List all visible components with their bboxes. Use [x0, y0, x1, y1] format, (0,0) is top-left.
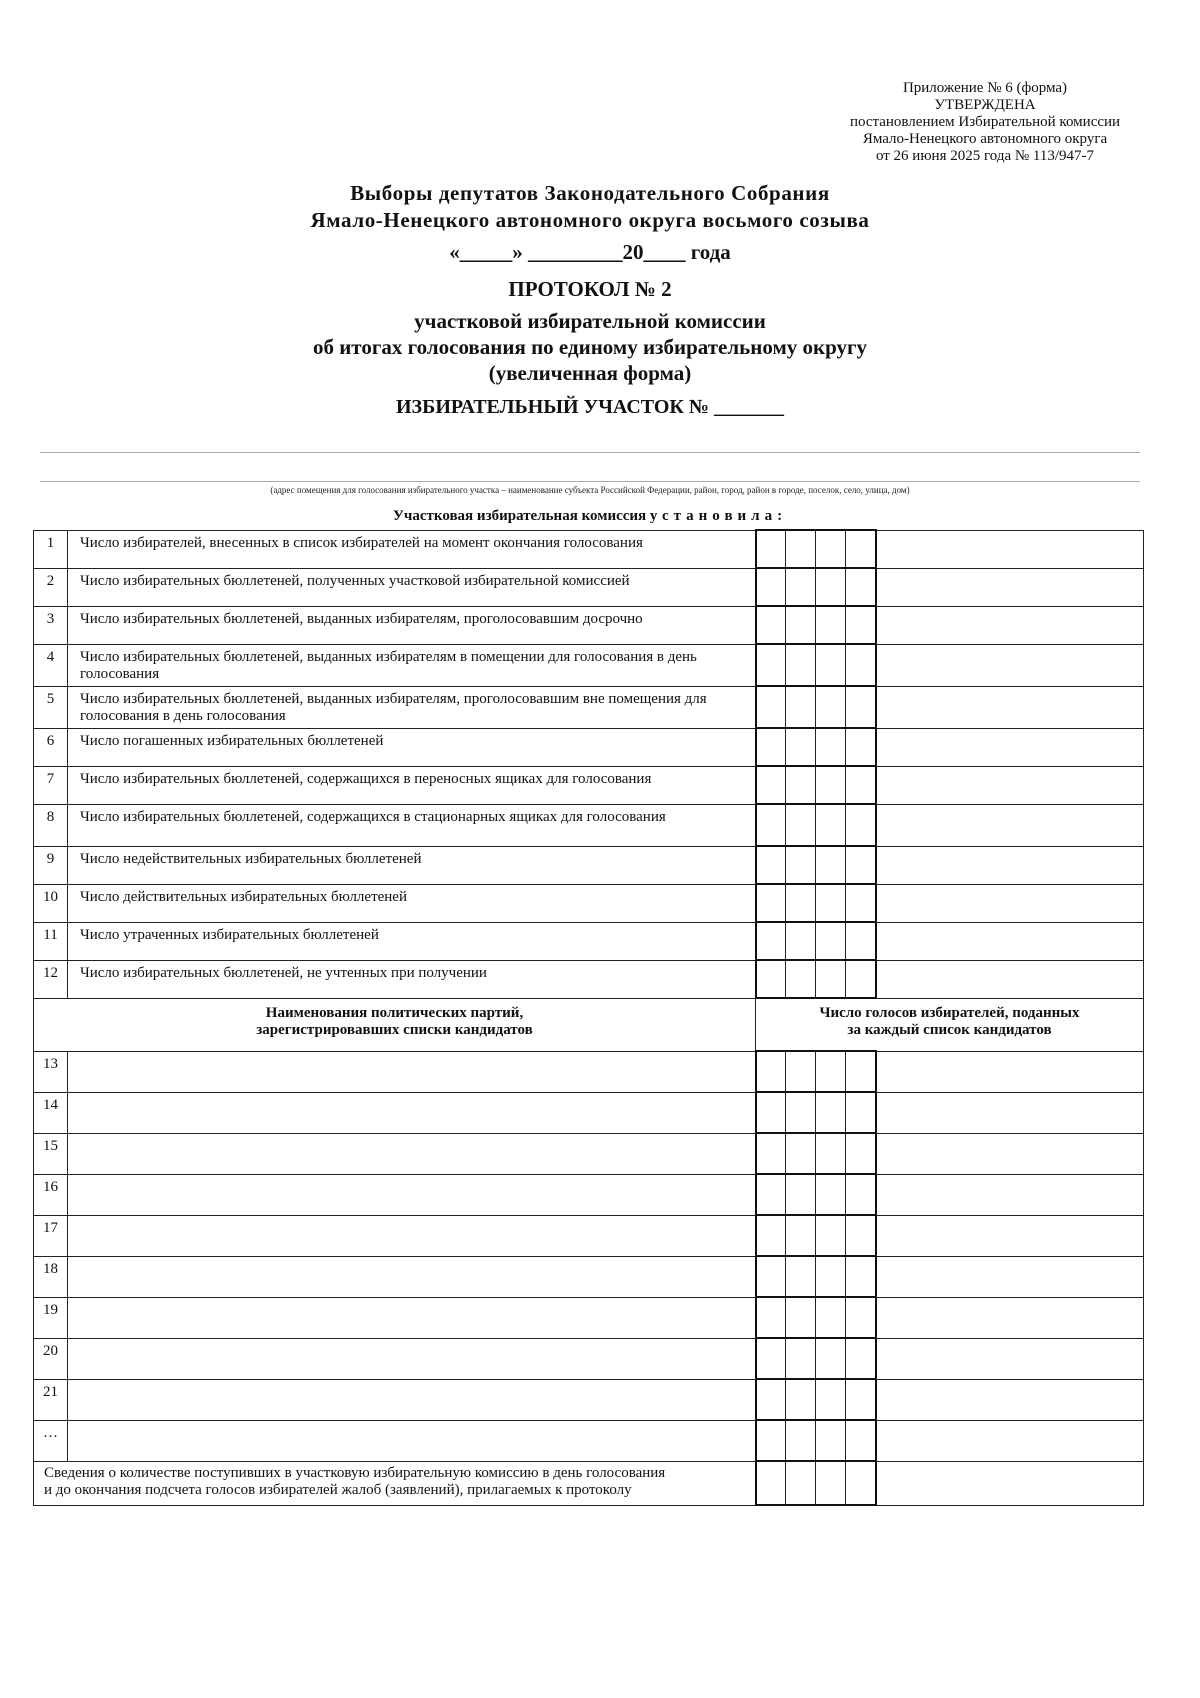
complaints-row — [34, 1461, 1144, 1505]
digit-cell[interactable] — [786, 606, 816, 644]
complaints-label — [34, 1461, 756, 1505]
digit-cell[interactable] — [756, 644, 786, 686]
digit-cell[interactable] — [786, 1297, 816, 1338]
votes-header-line: за каждый список кандидатов — [847, 1022, 1052, 1038]
commission-established — [300, 507, 880, 525]
row-number: 6 — [34, 728, 68, 766]
row-number: 8 — [34, 804, 68, 846]
row-number: 5 — [34, 686, 68, 728]
digit-cell[interactable] — [786, 644, 816, 686]
digit-cell[interactable] — [846, 1133, 876, 1174]
approval-stamp — [810, 80, 1160, 165]
digit-cell[interactable] — [756, 1215, 786, 1256]
approval-line: Ямало-Ненецкого автономного округа — [862, 131, 1108, 147]
words-cell[interactable] — [876, 1297, 1144, 1338]
digit-cell[interactable] — [816, 804, 846, 846]
words-cell[interactable] — [876, 846, 1144, 884]
words-cell[interactable] — [876, 1338, 1144, 1379]
row-number: 19 — [34, 1297, 68, 1338]
digit-cell[interactable] — [846, 766, 876, 804]
digit-cell[interactable] — [846, 960, 876, 998]
approval-line: УТВЕРЖДЕНА — [934, 97, 1036, 113]
row-description: Число избирательных бюллетеней, выданных избирателям, проголосовавшим досрочно — [68, 606, 756, 644]
digit-cell[interactable] — [846, 804, 876, 846]
party-row — [34, 1420, 1144, 1461]
digit-cell[interactable] — [756, 846, 786, 884]
digit-cell[interactable] — [846, 606, 876, 644]
row-number: 11 — [34, 922, 68, 960]
protocol-subtitle-line: участковой избирательной комиссии — [414, 309, 766, 333]
digit-cell[interactable] — [756, 1379, 786, 1420]
digit-cell[interactable] — [756, 1297, 786, 1338]
digit-cell[interactable] — [816, 686, 846, 728]
digit-cell[interactable] — [786, 846, 816, 884]
party-name-header-line: зарегистрировавших списки кандидатов — [256, 1021, 533, 1038]
protocol-row — [34, 530, 1144, 568]
words-cell[interactable] — [876, 1133, 1144, 1174]
digit-cell[interactable] — [786, 1051, 816, 1092]
digit-cell[interactable] — [786, 1092, 816, 1133]
digit-cell[interactable] — [756, 804, 786, 846]
digit-cell[interactable] — [756, 606, 786, 644]
protocol-title: ПРОТОКОЛ № 2 — [508, 277, 672, 301]
digit-cell[interactable] — [846, 568, 876, 606]
row-description: Число погашенных избирательных бюллетеней — [68, 728, 756, 766]
row-number: 2 — [34, 568, 68, 606]
digit-cell[interactable] — [786, 884, 816, 922]
digit-cell[interactable] — [816, 766, 846, 804]
digit-cell[interactable] — [816, 1256, 846, 1297]
words-cell[interactable] — [876, 530, 1144, 568]
row-description: Число избирательных бюллетеней, выданных избирателям в помещении для голосования в день голосования — [68, 644, 756, 686]
words-cell[interactable] — [876, 1051, 1144, 1092]
row-number: 10 — [34, 884, 68, 922]
digit-cell[interactable] — [816, 1461, 846, 1505]
protocol-row — [34, 960, 1144, 998]
digit-cell[interactable] — [846, 1092, 876, 1133]
digit-cell[interactable] — [846, 1461, 876, 1505]
precinct-number: ИЗБИРАТЕЛЬНЫЙ УЧАСТОК № _______ — [395, 396, 784, 418]
words-cell[interactable] — [876, 1379, 1144, 1420]
digit-cell[interactable] — [786, 804, 816, 846]
words-cell[interactable] — [876, 606, 1144, 644]
row-number: 21 — [34, 1379, 68, 1420]
party-row — [34, 1133, 1144, 1174]
digit-cell[interactable] — [756, 766, 786, 804]
protocol-row — [34, 606, 1144, 644]
party-row — [34, 1051, 1144, 1092]
digit-cell[interactable] — [816, 1379, 846, 1420]
party-row — [34, 1338, 1144, 1379]
digit-cell[interactable] — [816, 530, 846, 568]
digit-cell[interactable] — [816, 1338, 846, 1379]
digit-cell[interactable] — [846, 1338, 876, 1379]
digit-cell[interactable] — [756, 1256, 786, 1297]
digit-cell[interactable] — [816, 644, 846, 686]
protocol-row — [34, 644, 1144, 686]
protocol-row — [34, 884, 1144, 922]
protocol-subtitle-line: (увеличенная форма) — [488, 361, 692, 385]
words-cell[interactable] — [876, 568, 1144, 606]
protocol-subtitle — [130, 308, 1050, 386]
votes-header — [756, 998, 1144, 1051]
protocol-row — [34, 686, 1144, 728]
votes-header-line: Число голосов избирателей, поданных — [819, 1005, 1080, 1021]
party-row — [34, 1256, 1144, 1297]
digit-cell[interactable] — [786, 686, 816, 728]
protocol-row — [34, 766, 1144, 804]
party-name-cell[interactable] — [68, 1133, 756, 1174]
digit-cell[interactable] — [846, 922, 876, 960]
digit-cell[interactable] — [816, 884, 846, 922]
party-name-cell[interactable] — [68, 1215, 756, 1256]
row-number: 12 — [34, 960, 68, 998]
digit-cell[interactable] — [846, 728, 876, 766]
digit-cell[interactable] — [846, 530, 876, 568]
established-prefix: Участковая избирательная комиссия — [392, 508, 647, 524]
protocol-row — [34, 922, 1144, 960]
row-description: Число избирателей, внесенных в список избирателей на момент окончания голосования — [68, 530, 756, 568]
row-number: 17 — [34, 1215, 68, 1256]
row-number: 15 — [34, 1133, 68, 1174]
row-number: 4 — [34, 644, 68, 686]
party-row — [34, 1297, 1144, 1338]
digit-cell[interactable] — [816, 846, 846, 884]
party-name-cell[interactable] — [68, 1338, 756, 1379]
words-cell[interactable] — [876, 728, 1144, 766]
protocol-row — [34, 804, 1144, 846]
digit-cell[interactable] — [786, 1215, 816, 1256]
protocol-table — [33, 529, 1144, 1506]
protocol-subtitle-line: об итогах голосования по единому избирательному округу — [312, 335, 868, 359]
digit-cell[interactable] — [846, 1051, 876, 1092]
digit-cell[interactable] — [816, 1092, 846, 1133]
complaints-label-line: и до окончания подсчета голосов избирателей жалоб (заявлений), прилагаемых к протоколу — [44, 1481, 632, 1498]
digit-cell[interactable] — [756, 530, 786, 568]
digit-cell[interactable] — [786, 766, 816, 804]
digit-cell[interactable] — [846, 1379, 876, 1420]
words-cell[interactable] — [876, 922, 1144, 960]
party-row — [34, 1379, 1144, 1420]
approval-line: постановлением Избирательной комиссии — [849, 114, 1121, 130]
words-cell[interactable] — [876, 1092, 1144, 1133]
row-number: 16 — [34, 1174, 68, 1215]
digit-cell[interactable] — [816, 922, 846, 960]
address-line[interactable] — [40, 481, 1140, 482]
digit-cell[interactable] — [786, 530, 816, 568]
digit-cell[interactable] — [756, 686, 786, 728]
digit-cell[interactable] — [786, 1133, 816, 1174]
digit-cell[interactable] — [756, 1133, 786, 1174]
digit-cell[interactable] — [816, 1297, 846, 1338]
row-description: Число избирательных бюллетеней, содержащихся в стационарных ящиках для голосования — [68, 804, 756, 846]
digit-cell[interactable] — [756, 1092, 786, 1133]
election-title — [130, 180, 1050, 234]
digit-cell[interactable] — [756, 884, 786, 922]
protocol-row — [34, 568, 1144, 606]
election-title-line: Выборы депутатов Законодательного Собрания — [350, 181, 830, 205]
digit-cell[interactable] — [786, 1379, 816, 1420]
party-name-cell[interactable] — [68, 1051, 756, 1092]
words-cell[interactable] — [876, 1215, 1144, 1256]
row-number: 13 — [34, 1051, 68, 1092]
words-cell[interactable] — [876, 884, 1144, 922]
party-name-cell[interactable] — [68, 1420, 756, 1461]
digit-cell[interactable] — [786, 1461, 816, 1505]
digit-cell[interactable] — [756, 728, 786, 766]
row-description: Число избирательных бюллетеней, выданных избирателям, проголосовавшим вне помещения для голосования в день голосования — [68, 686, 756, 728]
row-description: Число утраченных избирательных бюллетеней — [68, 922, 756, 960]
words-cell[interactable] — [876, 766, 1144, 804]
digit-cell[interactable] — [846, 686, 876, 728]
digit-cell[interactable] — [756, 1461, 786, 1505]
digit-cell[interactable] — [816, 1051, 846, 1092]
digit-cell[interactable] — [786, 1420, 816, 1461]
party-name-header — [34, 998, 756, 1051]
digit-cell[interactable] — [786, 1256, 816, 1297]
words-cell[interactable] — [876, 644, 1144, 686]
digit-cell[interactable] — [846, 1256, 876, 1297]
digit-cell[interactable] — [846, 1297, 876, 1338]
party-name-cell[interactable] — [68, 1379, 756, 1420]
digit-cell[interactable] — [786, 1174, 816, 1215]
party-row — [34, 1215, 1144, 1256]
digit-cell[interactable] — [786, 922, 816, 960]
party-name-cell[interactable] — [68, 1297, 756, 1338]
digit-cell[interactable] — [756, 1420, 786, 1461]
digit-cell[interactable] — [846, 644, 876, 686]
approval-line: от 26 июня 2025 года № 113/947-7 — [875, 148, 1095, 164]
words-cell[interactable] — [876, 1174, 1144, 1215]
row-number: 18 — [34, 1256, 68, 1297]
digit-cell[interactable] — [846, 1215, 876, 1256]
digit-cell[interactable] — [756, 1174, 786, 1215]
digit-cell[interactable] — [846, 846, 876, 884]
digit-cell[interactable] — [816, 1174, 846, 1215]
words-cell[interactable] — [876, 1461, 1144, 1505]
protocol-row — [34, 728, 1144, 766]
digit-cell[interactable] — [756, 960, 786, 998]
digit-cell[interactable] — [756, 922, 786, 960]
digit-cell[interactable] — [816, 1215, 846, 1256]
digit-cell[interactable] — [756, 1051, 786, 1092]
date-line: «_____» _________20____ года — [449, 240, 731, 264]
digit-cell[interactable] — [816, 728, 846, 766]
address-caption: (адрес помещения для голосования избирательного участка – наименование субъекта Российской Федерации, район, город, район в городе, поселок, село, улица, дом) — [270, 485, 910, 495]
row-number: 14 — [34, 1092, 68, 1133]
approval-line: Приложение № 6 (форма) — [902, 80, 1068, 96]
party-name-cell[interactable] — [68, 1174, 756, 1215]
words-cell[interactable] — [876, 686, 1144, 728]
digit-cell[interactable] — [816, 1133, 846, 1174]
row-number: 7 — [34, 766, 68, 804]
digit-cell[interactable] — [846, 884, 876, 922]
protocol-row — [34, 846, 1144, 884]
row-description: Число недействительных избирательных бюллетеней — [68, 846, 756, 884]
row-number: 3 — [34, 606, 68, 644]
digit-cell[interactable] — [816, 568, 846, 606]
row-description: Число избирательных бюллетеней, полученных участковой избирательной комиссией — [68, 568, 756, 606]
party-name-cell[interactable] — [68, 1092, 756, 1133]
party-name-header-line: Наименования политических партий, — [265, 1004, 524, 1021]
established-spaced: установила: — [649, 508, 788, 524]
row-description: Число действительных избирательных бюллетеней — [68, 884, 756, 922]
row-description: Число избирательных бюллетеней, не учтенных при получении — [68, 960, 756, 998]
digit-cell[interactable] — [846, 1420, 876, 1461]
digit-cell[interactable] — [786, 960, 816, 998]
digit-cell[interactable] — [786, 568, 816, 606]
complaints-label-line: Сведения о количестве поступивших в участковую избирательную комиссию в день голосования — [44, 1464, 666, 1481]
row-number: … — [34, 1420, 68, 1461]
words-cell[interactable] — [876, 1256, 1144, 1297]
row-description: Число избирательных бюллетеней, содержащихся в переносных ящиках для голосования — [68, 766, 756, 804]
party-row — [34, 1174, 1144, 1215]
election-title-line: Ямало-Ненецкого автономного округа восьмого созыва — [310, 208, 870, 232]
words-cell[interactable] — [876, 1420, 1144, 1461]
words-cell[interactable] — [876, 960, 1144, 998]
address-line[interactable] — [40, 452, 1140, 453]
digit-cell[interactable] — [756, 1338, 786, 1379]
row-number: 1 — [34, 530, 68, 568]
digit-cell[interactable] — [786, 728, 816, 766]
party-name-cell[interactable] — [68, 1256, 756, 1297]
digit-cell[interactable] — [816, 1420, 846, 1461]
words-cell[interactable] — [876, 804, 1144, 846]
row-number: 9 — [34, 846, 68, 884]
party-row — [34, 1092, 1144, 1133]
row-number: 20 — [34, 1338, 68, 1379]
digit-cell[interactable] — [756, 568, 786, 606]
party-header-row — [34, 998, 1144, 1051]
digit-cell[interactable] — [816, 606, 846, 644]
digit-cell[interactable] — [786, 1338, 816, 1379]
digit-cell[interactable] — [846, 1174, 876, 1215]
digit-cell[interactable] — [816, 960, 846, 998]
